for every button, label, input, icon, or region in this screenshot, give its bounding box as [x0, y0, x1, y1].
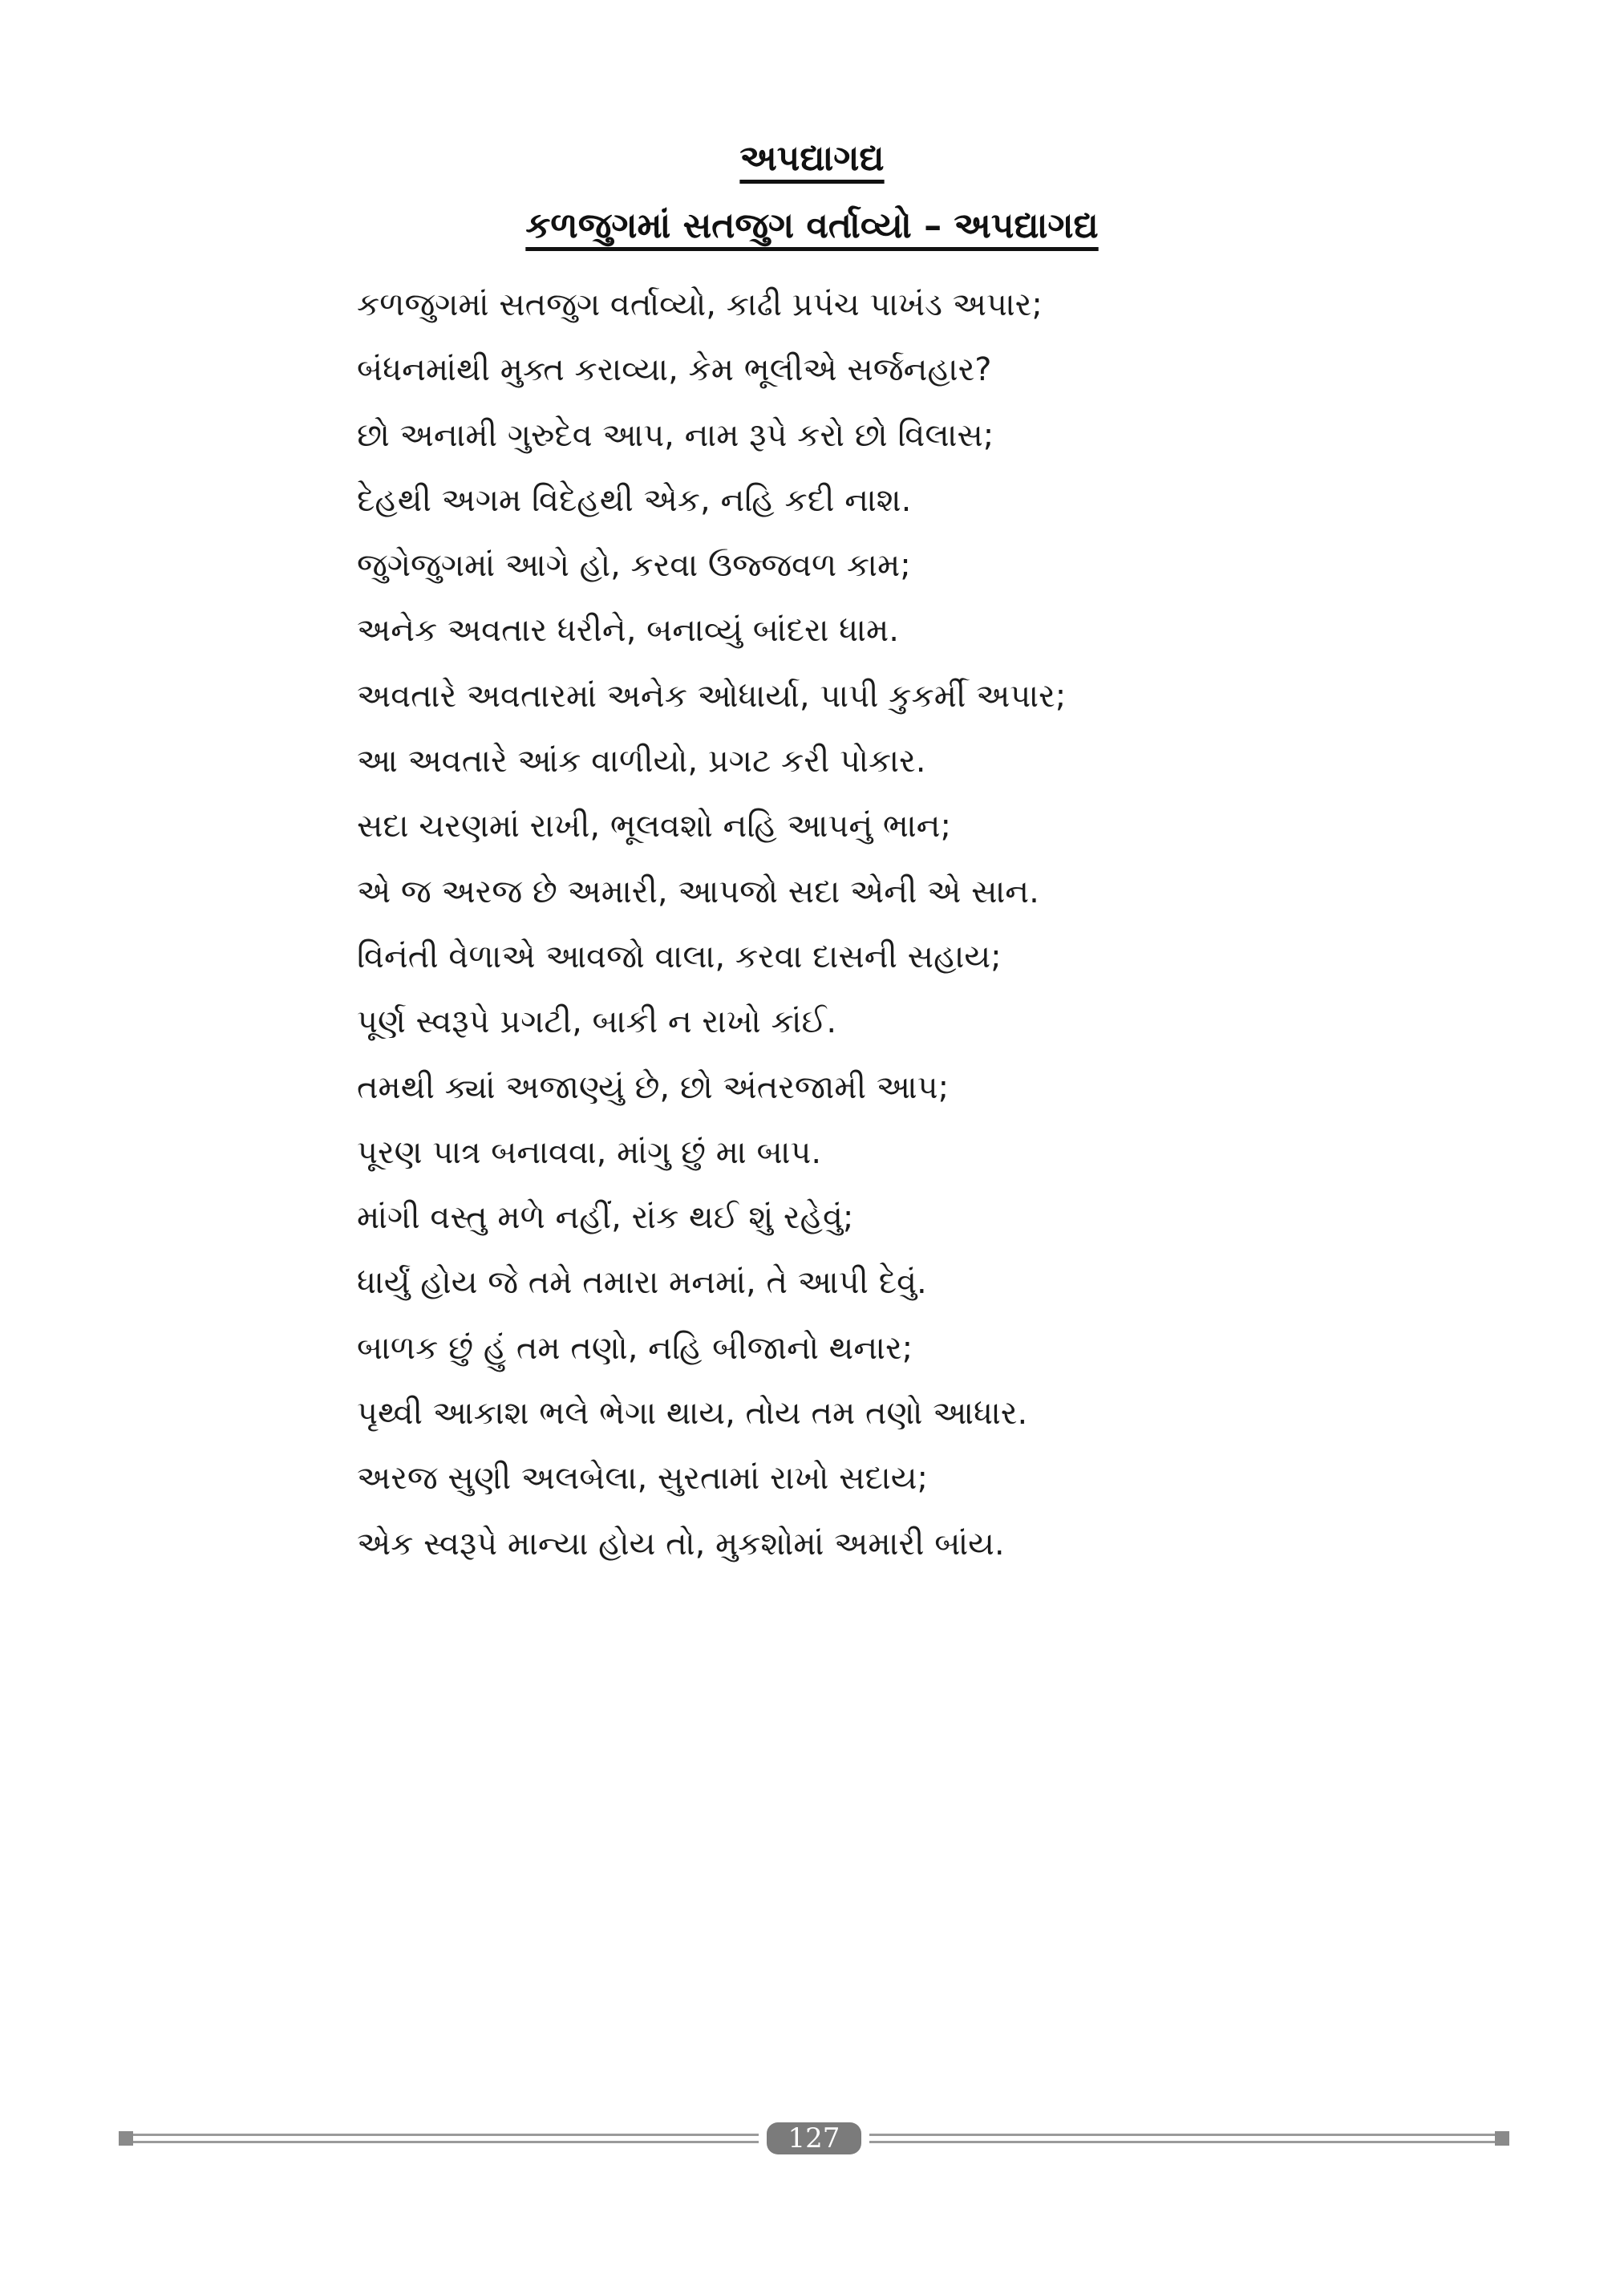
poem-line: વિનંતી વેળાએ આવજો વાલા, કરવા દાસની સહાય; [357, 938, 1002, 975]
page-heading [0, 138, 1624, 179]
poem-body [357, 273, 1319, 1577]
footer-rule-left [133, 2134, 759, 2143]
poem-line: જુગેજુગમાં આગે હો, કરવા ઉજ્જવળ કામ; [357, 547, 911, 585]
poem-line: અરજ સુણી અલબેલા, સુરતામાં રાખો સદાય; [357, 1460, 928, 1498]
poem-line: તમથી ક્યાં અજાણ્યું છે, છો અંતરજામી આપ; [357, 1068, 950, 1106]
poem-line: પૃથ્વી આકાશ ભલે ભેગા થાય, તોય તમ તણો આધાર. [357, 1395, 1028, 1433]
poem-title-text: કળજુગમાં સતજુગ વર્તાવ્યો – અપદ્યાગદ્ય [525, 205, 1099, 246]
poem-line: દેહથી અગમ વિદેહથી એક, નહિ કદી નાશ. [357, 481, 912, 519]
poem-line: એ જ અરજ છે અમારી, આપજો સદા એની એ સાન. [357, 873, 1039, 910]
page-number-badge: 127 [767, 2122, 861, 2154]
poem-line: અવતારે અવતારમાં અનેક ઓધાર્યા, પાપી કુકર્મી અપાર; [357, 677, 1067, 715]
poem-line: છો અનામી ગુરુદેવ આપ, નામ રૂપે કરો છો વિલાસ; [357, 416, 994, 454]
poem-line: આ અવતારે આંક વાળીયો, પ્રગટ કરી પોકાર. [357, 743, 926, 780]
footer-rule-cap-left [119, 2131, 133, 2146]
footer-rule-right [869, 2134, 1495, 2143]
poem-line: બંધનમાંથી મુક્ત કરાવ્યા, કેમ ભૂલીએ સર્જનહાર? [357, 351, 992, 389]
poem-line: પૂરણ પાત્ર બનાવવા, માંગુ છું મા બાપ. [357, 1133, 822, 1171]
footer-rule-cap-right [1495, 2131, 1509, 2146]
poem-title [0, 205, 1624, 246]
page-heading-text: અપદ્યાગદ્ય [739, 138, 885, 179]
poem-line: સદા ચરણમાં રાખી, ભૂલવશો નહિ આપનું ભાન; [357, 808, 951, 845]
poem-line: પૂર્ણ સ્વરૂપે પ્રગટી, બાકી ન રાખો કાંઈ. [357, 1003, 837, 1041]
poem-line: બાળક છું હું તમ તણો, નહિ બીજાનો થનાર; [357, 1329, 913, 1367]
page-footer [119, 2122, 1509, 2154]
poem-line: ધાર્યું હોય જે તમે તમારા મનમાં, તે આપી દેવું. [357, 1264, 927, 1302]
poem-line: કળજુગમાં સતજુગ વર્તાવ્યો, કાઢી પ્રપંચ પાખંડ અપાર; [357, 286, 1043, 323]
poem-line: એક સ્વરૂપે માન્યા હોય તો, મુકશોમાં અમારી બાંય. [357, 1525, 1005, 1563]
poem-line: અનેક અવતાર ધરીને, બનાવ્યું બાંદરા ધામ. [357, 612, 899, 650]
poem-line: માંગી વસ્તુ મળે નહીં, રાંક થઈ શું રહેવું; [357, 1199, 854, 1237]
